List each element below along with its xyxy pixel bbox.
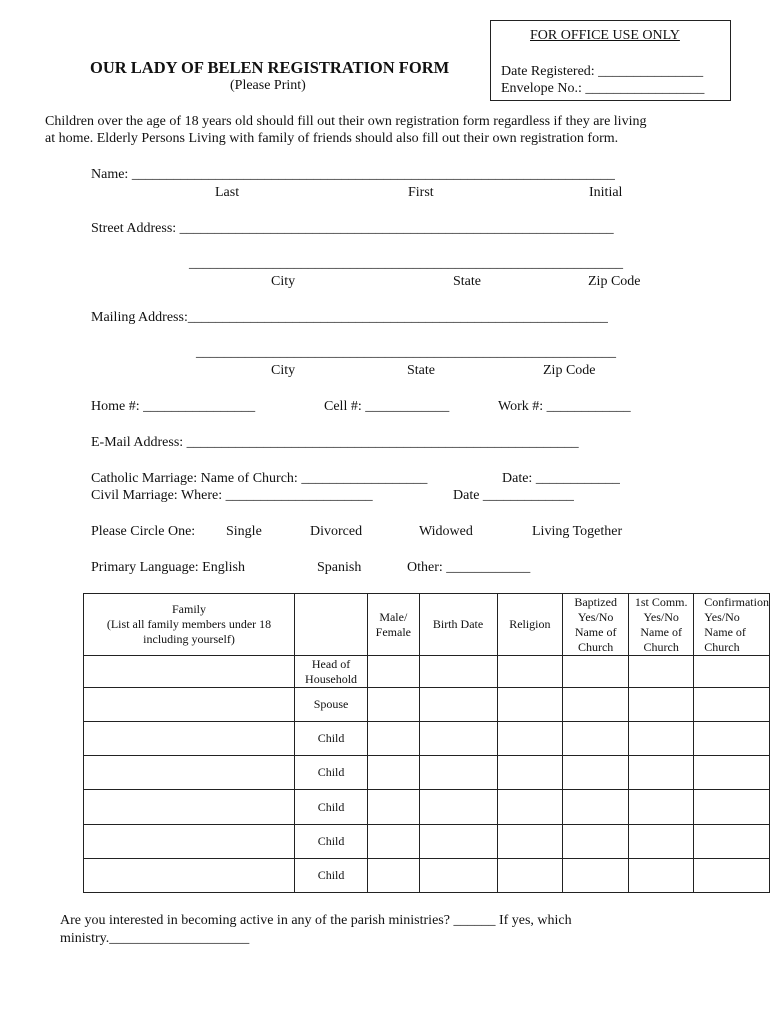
role-cell: Child xyxy=(295,825,368,859)
birth-date-cell[interactable] xyxy=(419,656,497,688)
street-city-label: City xyxy=(271,274,296,289)
form-title: OUR LADY OF BELEN REGISTRATION FORM xyxy=(90,58,450,77)
table-header-row xyxy=(84,594,770,656)
role-cell: Spouse xyxy=(295,688,368,722)
date-registered-field: Date Registered: _______________ xyxy=(501,64,704,79)
table-row xyxy=(84,859,770,893)
religion-cell[interactable] xyxy=(497,656,563,688)
baptized-cell[interactable] xyxy=(563,756,629,790)
family-name-cell[interactable] xyxy=(84,722,295,756)
header-family-line-1: Family xyxy=(172,602,207,616)
header-confirmation xyxy=(694,594,770,656)
status-option-widowed[interactable]: Widowed xyxy=(419,524,473,539)
birth-date-cell[interactable] xyxy=(419,756,497,790)
communion-cell[interactable] xyxy=(629,688,694,722)
header-first-communion xyxy=(629,594,694,656)
ministry-question[interactable]: Are you interested in becoming active in any of the parish ministries? ______ If yes, which xyxy=(60,913,572,928)
name-field[interactable]: Name: _____________________________________________________________________ xyxy=(91,167,615,182)
family-name-cell[interactable] xyxy=(84,688,295,722)
religion-cell[interactable] xyxy=(497,825,563,859)
sex-cell[interactable] xyxy=(368,688,420,722)
religion-cell[interactable] xyxy=(497,722,563,756)
confirmation-cell[interactable] xyxy=(694,722,770,756)
header-communion-line-3: Name of xyxy=(640,624,682,639)
communion-cell[interactable] xyxy=(629,722,694,756)
home-phone-field[interactable]: Home #: ________________ xyxy=(91,399,256,414)
role-cell: Head of Household xyxy=(295,656,368,688)
sex-cell[interactable] xyxy=(368,825,420,859)
ministry-which-field[interactable]: ministry.____________________ xyxy=(60,931,250,946)
role-cell: Child xyxy=(295,859,368,893)
family-name-cell[interactable] xyxy=(84,656,295,688)
header-baptized xyxy=(563,594,629,656)
birth-date-cell[interactable] xyxy=(419,688,497,722)
communion-cell[interactable] xyxy=(629,825,694,859)
header-communion-line-4: Church xyxy=(643,639,679,654)
header-baptized-line-3: Name of xyxy=(574,624,617,639)
primary-language-english[interactable]: Primary Language: English xyxy=(91,560,245,575)
catholic-marriage-field[interactable]: Catholic Marriage: Name of Church: __________________ xyxy=(91,471,428,486)
religion-cell[interactable] xyxy=(497,859,563,893)
table-row xyxy=(84,656,770,688)
name-first-label: First xyxy=(408,185,434,200)
communion-cell[interactable] xyxy=(629,756,694,790)
office-use-heading: FOR OFFICE USE ONLY xyxy=(530,28,680,43)
name-initial-label: Initial xyxy=(589,185,623,200)
catholic-marriage-date-field[interactable]: Date: ____________ xyxy=(502,471,620,486)
sex-cell[interactable] xyxy=(368,656,420,688)
baptized-cell[interactable] xyxy=(563,859,629,893)
civil-marriage-field[interactable]: Civil Marriage: Where: _____________________ xyxy=(91,488,373,503)
marital-status-label: Please Circle One: xyxy=(91,524,196,539)
table-row xyxy=(84,722,770,756)
cell-phone-field[interactable]: Cell #: ____________ xyxy=(324,399,450,414)
header-role xyxy=(295,594,368,656)
birth-date-cell[interactable] xyxy=(419,790,497,825)
header-religion: Religion xyxy=(497,594,563,656)
baptized-cell[interactable] xyxy=(563,825,629,859)
street-address-line-2[interactable]: ______________________________________________________________ xyxy=(189,256,623,271)
intro-line-2: at home. Elderly Persons Living with family of friends should also fill out their own registration form. xyxy=(45,131,619,146)
communion-cell[interactable] xyxy=(629,790,694,825)
mailing-city-label: City xyxy=(271,363,296,378)
header-communion-line-2: Yes/No xyxy=(643,609,679,624)
family-name-cell[interactable] xyxy=(84,825,295,859)
intro-line-1: Children over the age of 18 years old should fill out their own registration form regardless if they are living xyxy=(45,114,647,129)
religion-cell[interactable] xyxy=(497,756,563,790)
envelope-number-field: Envelope No.: _________________ xyxy=(501,81,705,96)
birth-date-cell[interactable] xyxy=(419,859,497,893)
baptized-cell[interactable] xyxy=(563,656,629,688)
work-phone-field[interactable]: Work #: ____________ xyxy=(498,399,631,414)
role-cell: Child xyxy=(295,756,368,790)
street-zip-label: Zip Code xyxy=(588,274,641,289)
header-sex-line-2: Female xyxy=(375,624,411,639)
header-sex xyxy=(368,594,420,656)
confirmation-cell[interactable] xyxy=(694,825,770,859)
table-row xyxy=(84,825,770,859)
religion-cell[interactable] xyxy=(497,688,563,722)
mailing-address-line-2[interactable]: ____________________________________________________________ xyxy=(196,345,616,360)
birth-date-cell[interactable] xyxy=(419,722,497,756)
family-name-cell[interactable] xyxy=(84,859,295,893)
header-confirmation-line-2: Yes/No xyxy=(704,609,740,624)
birth-date-cell[interactable] xyxy=(419,825,497,859)
sex-cell[interactable] xyxy=(368,790,420,825)
religion-cell[interactable] xyxy=(497,790,563,825)
header-baptized-line-4: Church xyxy=(577,639,614,654)
header-family xyxy=(84,594,295,656)
header-confirmation-line-4: Church xyxy=(704,639,740,654)
header-confirmation-line-3: Name of xyxy=(704,624,746,639)
header-family-line-2: (List all family members under 18 xyxy=(106,617,272,631)
sex-cell[interactable] xyxy=(368,722,420,756)
role-cell: Child xyxy=(295,790,368,825)
header-baptized-line-2: Yes/No xyxy=(577,609,614,624)
table-row xyxy=(84,688,770,722)
confirmation-cell[interactable] xyxy=(694,790,770,825)
family-name-cell[interactable] xyxy=(84,790,295,825)
header-confirmation-line-1: Confirmation xyxy=(704,594,769,609)
form-subtitle: (Please Print) xyxy=(230,78,306,93)
baptized-cell[interactable] xyxy=(563,790,629,825)
mailing-address-field[interactable]: Mailing Address:____________________________________________________________ xyxy=(91,310,608,325)
status-option-divorced[interactable]: Divorced xyxy=(310,524,363,539)
civil-marriage-date-field[interactable]: Date _____________ xyxy=(453,488,574,503)
communion-cell[interactable] xyxy=(629,656,694,688)
header-birth-date: Birth Date xyxy=(419,594,497,656)
baptized-cell[interactable] xyxy=(563,722,629,756)
street-address-field[interactable]: Street Address: ______________________________________________________________ xyxy=(91,221,614,236)
name-last-label: Last xyxy=(215,185,240,200)
primary-language-other-field[interactable]: Other: ____________ xyxy=(407,560,531,575)
sex-cell[interactable] xyxy=(368,756,420,790)
family-name-cell[interactable] xyxy=(84,756,295,790)
confirmation-cell[interactable] xyxy=(694,859,770,893)
table-row xyxy=(84,790,770,825)
confirmation-cell[interactable] xyxy=(694,688,770,722)
street-state-label: State xyxy=(453,274,481,289)
header-family-line-3: including yourself) xyxy=(143,632,235,646)
primary-language-spanish[interactable]: Spanish xyxy=(317,560,362,575)
header-baptized-line-1: Baptized xyxy=(574,594,617,609)
mailing-zip-label: Zip Code xyxy=(543,363,596,378)
header-sex-line-1: Male/ xyxy=(379,609,408,624)
email-field[interactable]: E-Mail Address: ________________________________________________________ xyxy=(91,435,579,450)
communion-cell[interactable] xyxy=(629,859,694,893)
status-option-single[interactable]: Single xyxy=(226,524,262,539)
baptized-cell[interactable] xyxy=(563,688,629,722)
confirmation-cell[interactable] xyxy=(694,656,770,688)
sex-cell[interactable] xyxy=(368,859,420,893)
header-communion-line-1: 1st Comm. xyxy=(634,594,688,609)
role-cell: Child xyxy=(295,722,368,756)
mailing-state-label: State xyxy=(407,363,435,378)
status-option-living-together[interactable]: Living Together xyxy=(532,524,623,539)
family-table xyxy=(83,593,770,893)
confirmation-cell[interactable] xyxy=(694,756,770,790)
table-row xyxy=(84,756,770,790)
